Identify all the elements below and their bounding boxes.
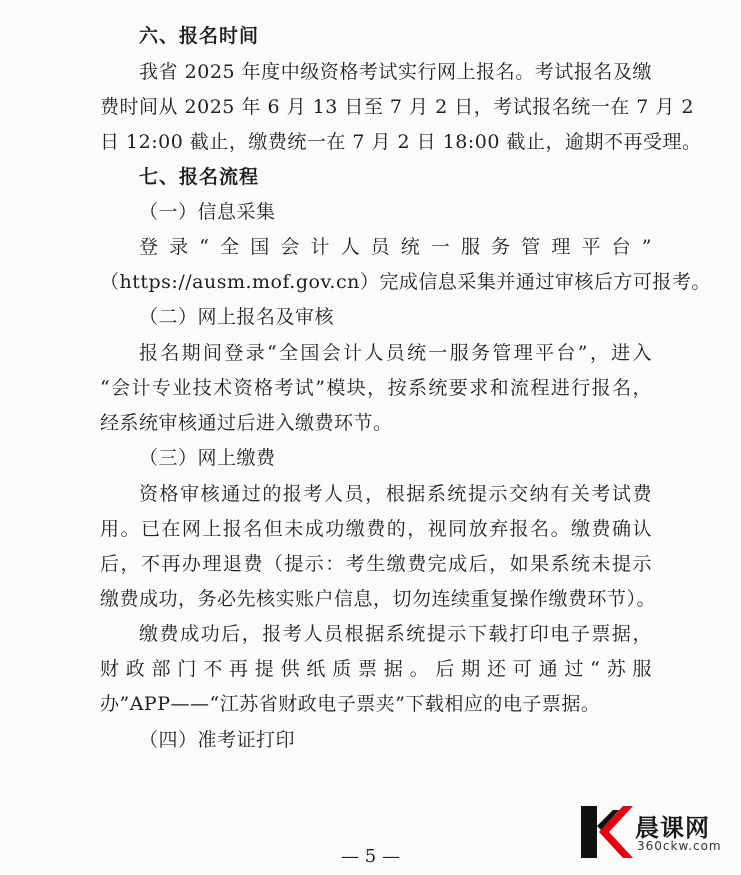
paragraph-line: 日 12:00 截止，缴费统一在 7 月 2 日 18:00 截止，逾期不再受理。 bbox=[100, 131, 702, 153]
k-logo-icon bbox=[579, 804, 633, 860]
watermark-url: 360ckw.com bbox=[637, 839, 722, 853]
paragraph-line: 资格审核通过的报考人员，根据系统提示交纳有关考试费 bbox=[139, 483, 652, 505]
section-7-heading: 七、报名流程 bbox=[139, 166, 260, 188]
watermark-brand: 晨课网 bbox=[635, 814, 710, 842]
paragraph-line: 我省 2025 年度中级资格考试实行网上报名。考试报名及缴 bbox=[139, 61, 652, 83]
paragraph-line: 后，不再办理退费（提示：考生缴费完成后，如果系统未提示 bbox=[100, 553, 652, 575]
subsection-heading: （四）准考证打印 bbox=[139, 729, 296, 751]
paragraph-line: 报名期间登录“全国会计人员统一服务管理平台”，进入 bbox=[139, 342, 652, 364]
paragraph-line: 用。已在网上报名但未成功缴费的，视同放弃报名。缴费确认 bbox=[100, 518, 652, 540]
paragraph-line: 缴费成功后，报考人员根据系统提示下载打印电子票据， bbox=[139, 623, 652, 645]
paragraph-line: “会计专业技术资格考试”模块，按系统要求和流程进行报名， bbox=[100, 377, 652, 399]
subsection-heading: （二）网上报名及审核 bbox=[139, 306, 335, 328]
page-number: — 5 — bbox=[341, 846, 400, 867]
paragraph-line: 登录“全国会计人员统一服务管理平台” bbox=[139, 236, 652, 258]
paragraph-line: 经系统审核通过后进入缴费环节。 bbox=[100, 412, 393, 434]
section-6-heading: 六、报名时间 bbox=[139, 25, 260, 47]
watermark-logo bbox=[579, 804, 729, 860]
subsection-heading: （三）网上缴费 bbox=[139, 447, 276, 469]
paragraph-line: 财政部门不再提供纸质票据。后期还可通过“苏服 bbox=[100, 658, 652, 680]
subsection-heading: （一）信息采集 bbox=[139, 201, 276, 223]
paragraph-line: 费时间从 2025 年 6 月 13 日至 7 月 2 日，考试报名统一在 7 月 2 bbox=[100, 96, 694, 118]
paragraph-line: 缴费成功，务必先核实账户信息，切勿连续重复操作缴费环节）。 bbox=[100, 588, 657, 610]
paragraph-line: 办”APP——“江苏省财政电子票夹”下载相应的电子票据。 bbox=[100, 693, 601, 715]
paragraph-line: （https://ausm.mof.gov.cn）完成信息采集并通过审核后方可报考。 bbox=[100, 271, 711, 293]
